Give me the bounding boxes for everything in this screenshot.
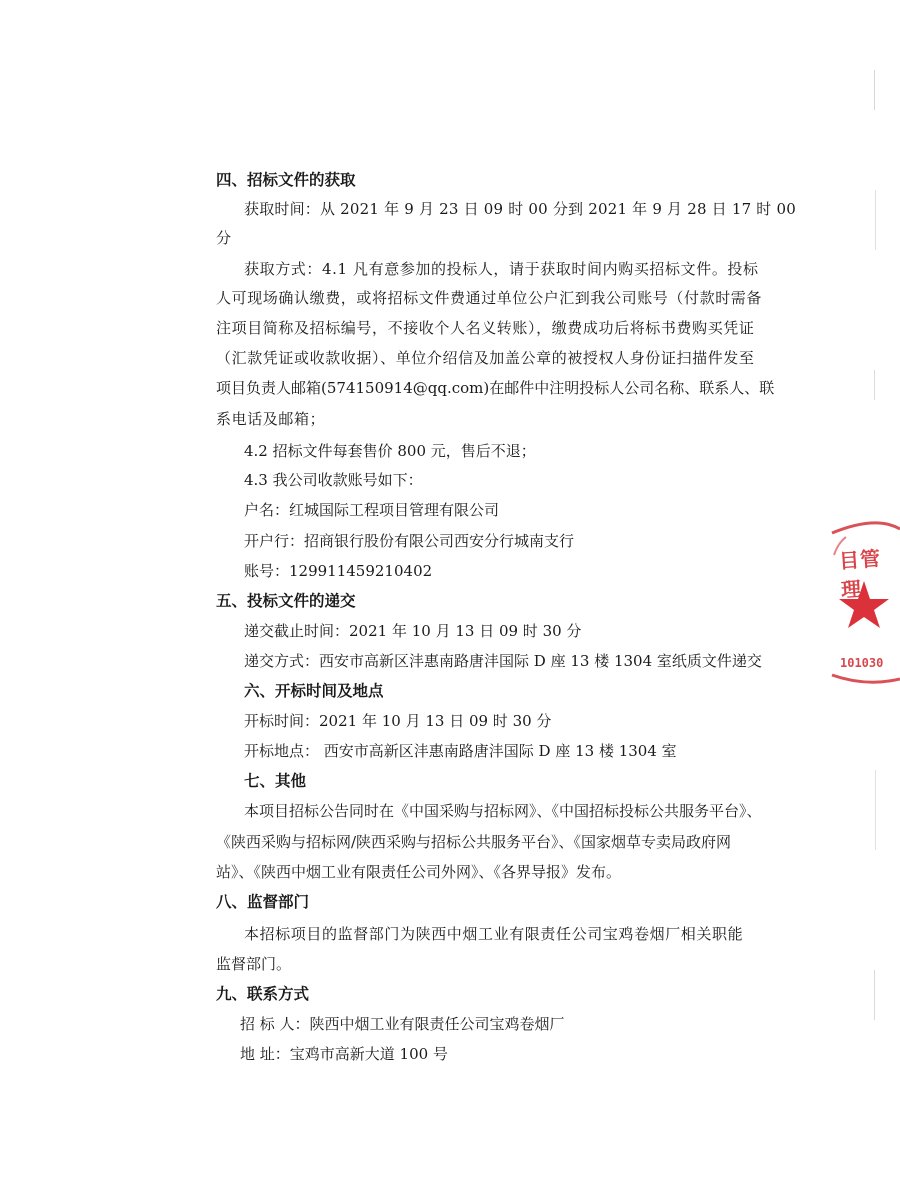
seal-number: 101030 — [840, 656, 884, 670]
price-line: 4.2 招标文件每套售价 800 元，售后不退； — [244, 442, 536, 460]
obtain-method-line-3: 注项目简称及招标编号，不接收个人名义转账），缴费成功后将标书费购买凭证 — [216, 319, 755, 337]
contact-tenderer: 招 标 人：陕西中烟工业有限责任公司宝鸡卷烟厂 — [240, 1015, 565, 1033]
obtain-method-line-2: 人可现场确认缴费，或将招标文件费通过单位公户汇到我公司账号（付款时需备 — [216, 289, 763, 307]
supervision-line-1: 本招标项目的监督部门为陕西中烟工业有限责任公司宝鸡卷烟厂相关职能 — [244, 925, 744, 943]
company-seal — [826, 515, 900, 695]
obtain-method-line-6: 系电话及邮箱； — [216, 410, 326, 428]
scan-edge-artifacts — [872, 70, 878, 1170]
submit-method: 递交方式：西安市高新区沣惠南路唐沣国际 D 座 13 楼 1304 室纸质文件递交 — [244, 652, 762, 670]
contact-address: 地 址：宝鸡市高新大道 100 号 — [240, 1045, 448, 1063]
section-7-heading: 七、其他 — [244, 772, 307, 790]
section-4-heading: 四、招标文件的获取 — [216, 171, 356, 189]
seal-text: 目管理 — [838, 546, 882, 603]
obtain-method-line-4: （汇款凭证或收款收据）、单位介绍信及加盖公章的被授权人身份证扫描件发至 — [216, 349, 755, 367]
obtain-method-line-1: 获取方式：4.1 凡有意参加的投标人，请于获取时间内购买招标文件。投标 — [244, 260, 759, 278]
bank-name: 开户行：招商银行股份有限公司西安分行城南支行 — [244, 532, 575, 550]
opening-place: 开标地点： 西安市高新区沣惠南路唐沣国际 D 座 13 楼 1304 室 — [244, 742, 677, 760]
account-number: 账号：129911459210402 — [244, 562, 433, 580]
other-line-2: 《陕西采购与招标网/陕西采购与招标公共服务平台》、《国家烟草专卖局政府网 — [216, 833, 732, 851]
section-5-heading: 五、投标文件的递交 — [216, 592, 356, 610]
obtain-time-line-1: 获取时间：从 2021 年 9 月 23 日 09 时 00 分到 2021 年 9 月 28 日 17 时 00 — [244, 200, 796, 218]
section-8-heading: 八、监督部门 — [216, 893, 310, 911]
opening-time: 开标时间：2021 年 10 月 13 日 09 时 30 分 — [244, 712, 552, 730]
account-intro: 4.3 我公司收款账号如下： — [244, 471, 423, 489]
obtain-method-line-5: 项目负责人邮箱(574150914@qq.com)在邮件中注明投标人公司名称、联系人、联 — [216, 379, 775, 397]
submit-deadline: 递交截止时间：2021 年 10 月 13 日 09 时 30 分 — [244, 622, 582, 640]
section-9-heading: 九、联系方式 — [216, 985, 310, 1003]
obtain-time-line-2: 分 — [216, 229, 232, 247]
account-name: 户名：红城国际工程项目管理有限公司 — [244, 501, 500, 519]
section-6-heading: 六、开标时间及地点 — [244, 682, 384, 700]
other-line-3: 站》、《陕西中烟工业有限责任公司外网》、《各界导报》发布。 — [216, 863, 622, 881]
other-line-1: 本项目招标公告同时在《中国采购与招标网》、《中国招标投标公共服务平台》、 — [244, 802, 762, 820]
supervision-line-2: 监督部门。 — [216, 955, 292, 973]
